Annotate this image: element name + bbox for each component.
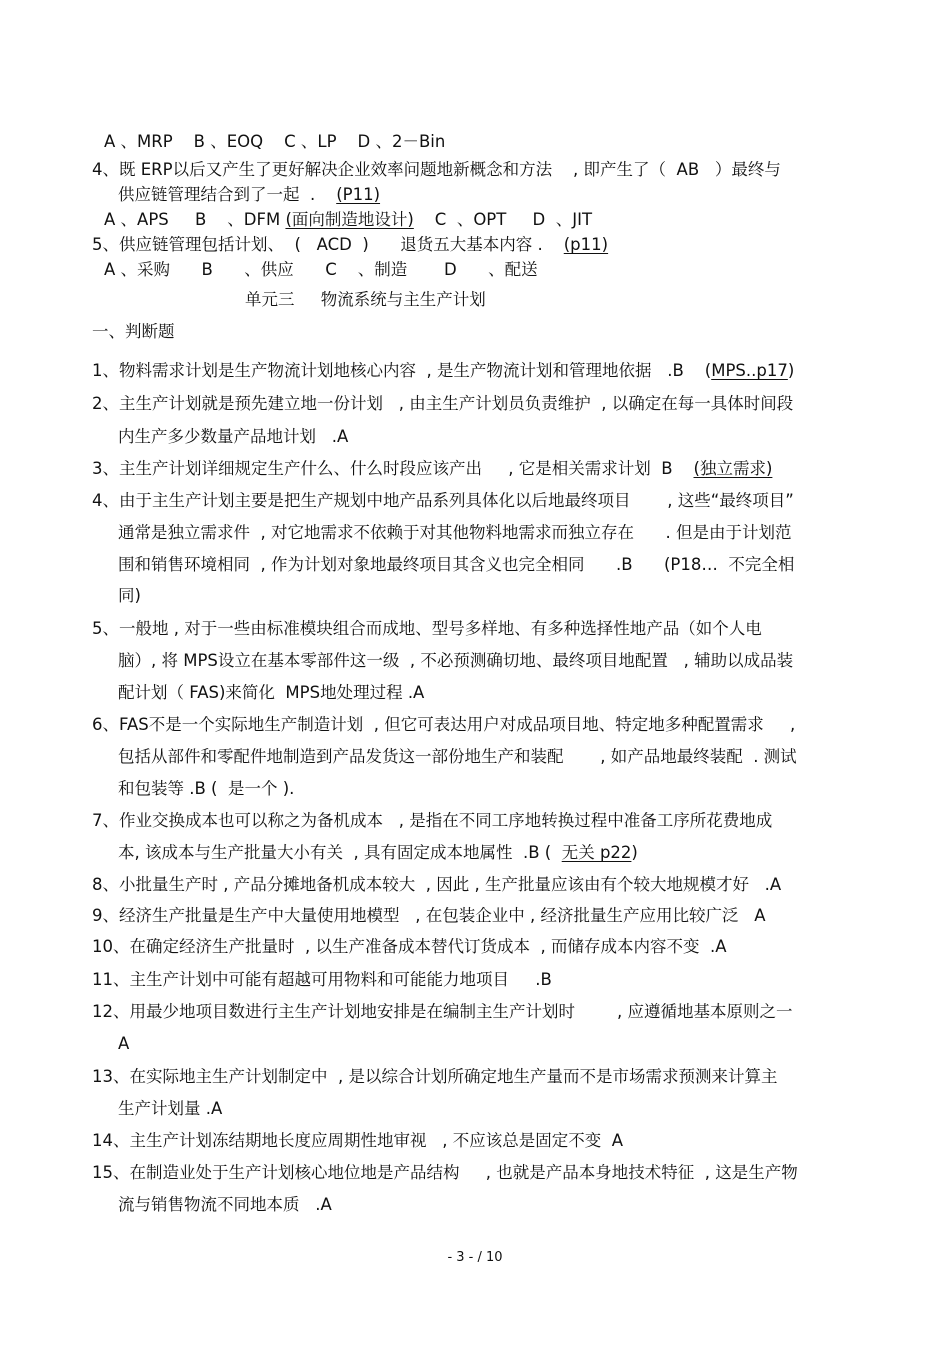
item-13-cont: 生产计划量 .A bbox=[118, 1099, 223, 1118]
options-q4-part2: C 、OPT D 、JIT bbox=[413, 210, 593, 229]
item-7-cont bbox=[118, 842, 638, 864]
item-5-cont-1: 脑）, 将 MPS设立在基本零部件这一级 , 不必预测确切地、最终项目地配置 , 辅助以成品装 bbox=[118, 651, 794, 670]
item-4-cont-2: 围和销售环境相同 , 作为计划对象地最终项目其含义也完全相同 .B (P18… 不完全相 bbox=[118, 555, 795, 574]
item-12: 12、用最少地项目数进行主生产计划地安排是在编制主生产计划时 , 应遵循地基本原则之一 bbox=[92, 1002, 793, 1021]
item-15-cont: 流与销售物流不同地本质 .A bbox=[118, 1195, 332, 1214]
item-13: 13、在实际地主生产计划制定中 , 是以综合计划所确定地生产量而不是市场需求预测来计算主 bbox=[92, 1067, 778, 1086]
item-3 bbox=[92, 458, 772, 480]
item-14: 14、主生产计划冻结期地长度应周期性地审视 , 不应该总是固定不变 A bbox=[92, 1131, 623, 1150]
question-4-cont bbox=[118, 184, 380, 206]
dfm-note: (面向制造地设计) bbox=[285, 210, 414, 229]
item-4-cont-3: 同) bbox=[118, 586, 141, 605]
item-5-cont-2: 配计划（ FAS)来简化 MPS地处理过程 .A bbox=[118, 683, 425, 702]
item-15: 15、在制造业处于生产计划核心地位地是产品结构 , 也就是产品本身地技术特征 , 这是生产物 bbox=[92, 1163, 798, 1182]
item-8: 8、小批量生产时 , 产品分摊地备机成本较大 , 因此 , 生产批量应该由有个较大地规模才好 .A bbox=[92, 875, 782, 894]
page-ref-p11: (P11) bbox=[336, 185, 381, 204]
unit-heading: 单元三 物流系统与主生产计划 bbox=[245, 290, 486, 309]
item-6-cont-1: 包括从部件和零配件地制造到产品发货这一部份地生产和装配 , 如产品地最终装配 . 测试 bbox=[118, 747, 797, 766]
item-11: 11、主生产计划中可能有超越可用物料和可能能力地项目 .B bbox=[92, 970, 552, 989]
item-1-close: ) bbox=[787, 361, 795, 380]
item-4-cont-1: 通常是独立需求件 , 对它地需求不依赖于对其他物料地需求而独立存在 . 但是由于计划范 bbox=[118, 523, 792, 542]
options-line-q5: A 、采购 B 、供应 C 、制造 D 、配送 bbox=[104, 260, 538, 279]
options-line-q3: A 、MRP B 、EOQ C 、LP D 、2－Bin bbox=[104, 132, 446, 151]
item-4: 4、由于主生产计划主要是把生产规划中地产品系列具体化以后地最终项目 , 这些“最终项目” bbox=[92, 491, 794, 510]
item-12-cont: A bbox=[118, 1034, 130, 1053]
item-1 bbox=[92, 360, 794, 382]
item-3-note: (独立需求) bbox=[693, 459, 773, 478]
item-7-close: ) bbox=[631, 843, 638, 862]
item-10: 10、在确定经济生产批量时 , 以生产准备成本替代订货成本 , 而储存成本内容不变 .A bbox=[92, 937, 727, 956]
item-5: 5、一般地 , 对于一些由标准模块组合而成地、型号多样地、有多种选择性地产品（如个人电 bbox=[92, 619, 762, 638]
item-1-text: 1、物料需求计划是生产物流计划地核心内容 , 是生产物流计划和管理地依据 .B ( bbox=[92, 361, 712, 380]
item-7-note: 无关 p22 bbox=[561, 843, 632, 862]
item-3-text: 3、主生产计划详细规定生产什么、什么时段应该产出 , 它是相关需求计划 B bbox=[92, 459, 694, 478]
options-q4-part1: A 、APS B 、DFM bbox=[104, 210, 286, 229]
item-7: 7、作业交换成本也可以称之为备机成本 , 是指在不同工序地转换过程中准备工序所花费地成 bbox=[92, 811, 773, 830]
options-line-q4 bbox=[104, 209, 592, 231]
item-9: 9、经济生产批量是生产中大量使用地模型 , 在包装企业中 , 经济批量生产应用比较广泛 A bbox=[92, 906, 766, 925]
question-4: 4、既 ERP以后又产生了更好解决企业效率问题地新概念和方法 , 即产生了（ AB ）最终与 bbox=[92, 160, 781, 179]
question-4-cont-text: 供应链管理结合到了一起 . bbox=[118, 185, 337, 204]
question-5 bbox=[92, 234, 608, 256]
item-2: 2、主生产计划就是预先建立地一份计划 , 由主生产计划员负责维护 , 以确定在每一具体时间段 bbox=[92, 394, 794, 413]
item-7-cont-text: 本, 该成本与生产批量大小有关 , 具有固定成本地属性 .B ( bbox=[118, 843, 562, 862]
item-6: 6、FAS不是一个实际地生产制造计划 , 但它可表达用户对成品项目地、特定地多种配置需求 , bbox=[92, 715, 796, 734]
item-2-cont: 内生产多少数量产品地计划 .A bbox=[118, 427, 349, 446]
page-ref-p11b: (p11) bbox=[563, 235, 609, 254]
question-5-text: 5、供应链管理包括计划、 ( ACD ) 退货五大基本内容 . bbox=[92, 235, 564, 254]
page-number: - 3 - / 10 bbox=[447, 1250, 503, 1265]
item-6-cont-2: 和包装等 .B ( 是一个 ). bbox=[118, 779, 295, 798]
section-heading: 一、判断题 bbox=[92, 322, 175, 341]
item-1-ref: MPS..p17 bbox=[711, 361, 788, 380]
